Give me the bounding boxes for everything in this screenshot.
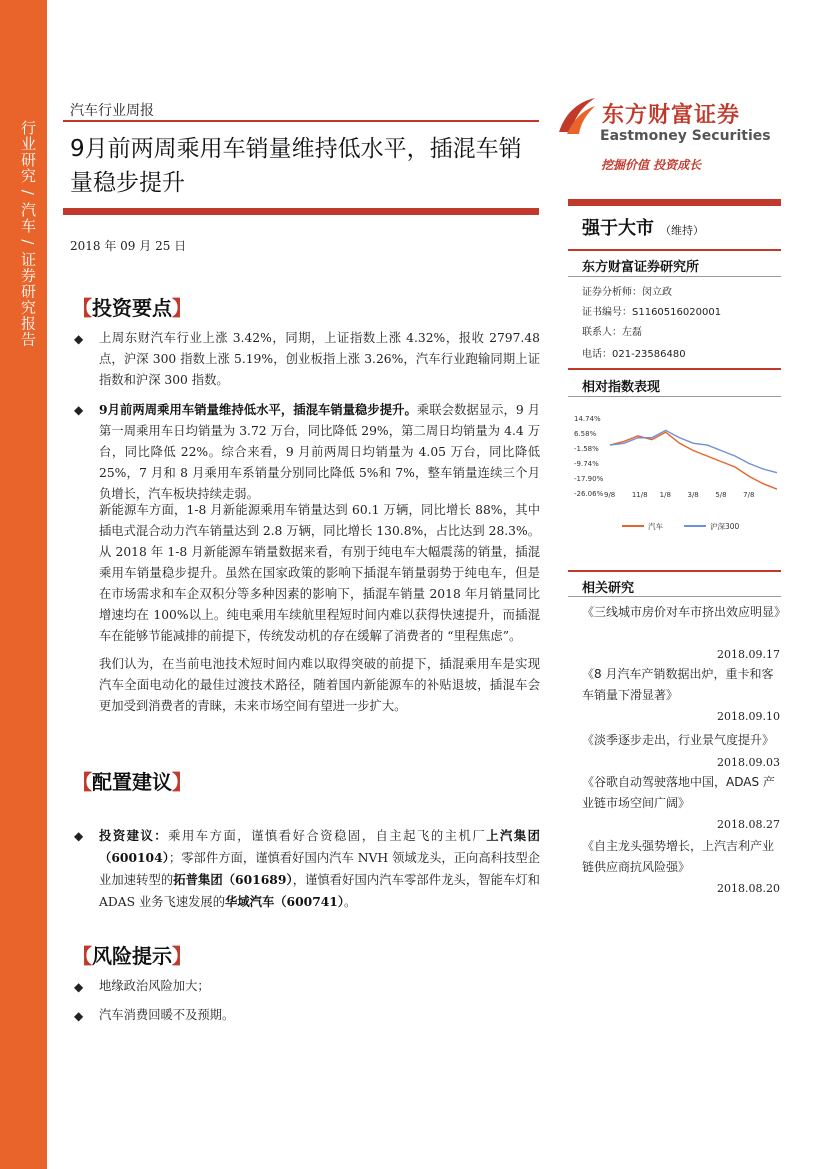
cert-number: 证书编号：S1160516020001	[582, 307, 722, 318]
heading-text: 风险提示	[92, 944, 172, 968]
bracket-close: 】	[172, 296, 192, 320]
divider	[568, 570, 781, 572]
series-line-汽车	[610, 432, 777, 489]
related-item-date: 2018.09.03	[717, 756, 780, 769]
risk-item-2: 汽车消费回暖不及预期。	[99, 1008, 235, 1022]
divider	[568, 276, 781, 277]
sidebar-text: 行业研究 / 汽车 / 证券研究报告	[19, 120, 37, 348]
related-item-title[interactable]: 《淡季逐步走出，行业景气度提升》	[582, 733, 775, 747]
config-lead: 投资建议：	[99, 828, 169, 843]
config-paragraph	[99, 825, 540, 913]
stock-saic: 上汽集团（600104）	[99, 828, 540, 865]
related-item-title[interactable]: 《三线城市房价对车市挤出效应明显》	[582, 605, 787, 619]
analyst: 证券分析师：闵立政	[582, 287, 672, 298]
related-item-title[interactable]: 《8 月汽车产销数据出炉，重卡和客车销量下滑显著》	[582, 667, 774, 702]
bracket-close: 】	[172, 770, 192, 794]
invest-bullet-1: 上周东财汽车行业上涨 3.42%，同期，上证指数上涨 4.32%，报收 2797.48 点，沪深 300 指数上涨 5.19%，创业板指上涨 3.26%，汽车行业跑输同期上证指数和沪深 300 指数。	[99, 331, 540, 387]
risk-item-1: 地缘政治风险加大；	[99, 979, 210, 993]
brand-slogan: 挖掘价值 投资成长	[601, 158, 702, 172]
related-item-date: 2018.09.10	[717, 710, 780, 723]
bracket-open: 【	[72, 944, 92, 968]
related-item-date: 2018.08.27	[717, 818, 780, 831]
rating-value: 强于大市	[582, 218, 654, 239]
y-tick-label: -1.58%	[574, 445, 599, 453]
rating-sub: （维持）	[660, 224, 704, 237]
heading-text: 配置建议	[92, 770, 172, 794]
x-tick-label: 7/8	[743, 491, 755, 499]
diamond-bullet-icon: ◆	[74, 829, 84, 843]
divider	[568, 596, 781, 597]
config-text-2: ；零部件方面，谨慎看好国内汽车 NVH 领域龙头，正向高科技型企业加速转型的	[99, 851, 541, 887]
bracket-open: 【	[72, 296, 92, 320]
phone: 电话：021-23586480	[582, 349, 686, 360]
stock-tuopu: 拓普集团（601689）	[173, 872, 293, 887]
related-heading: 相关研究	[582, 581, 635, 596]
y-tick-label: -17.90%	[574, 475, 604, 483]
config-text-4: 。	[344, 895, 357, 909]
diamond-bullet-icon: ◆	[74, 403, 84, 417]
section-heading-config	[72, 766, 192, 795]
rating	[582, 214, 704, 240]
invest-bullet-2	[99, 399, 540, 505]
sidebar	[0, 0, 47, 1169]
report-type: 汽车行业周报	[70, 103, 154, 119]
y-tick-label: 14.74%	[574, 415, 601, 423]
invest-bullet-2-lead: 9月前两周乘用车销量维持低水平，插混车销量稳步提升。	[99, 402, 417, 417]
related-item-title[interactable]: 《谷歌自动驾驶落地中国，ADAS 产业链市场空间广阔》	[582, 775, 775, 810]
legend-label: 汽车	[648, 522, 663, 531]
header-rule	[63, 120, 539, 122]
bracket-close: 】	[172, 944, 192, 968]
right-title-bar	[568, 199, 781, 206]
related-item-title[interactable]: 《自主龙头强势增长，上汽吉利产业链供应商抗风险强》	[582, 839, 775, 874]
brand-name-cn: 东方财富证券	[602, 103, 741, 128]
perf-heading: 相对指数表现	[582, 380, 661, 395]
section-heading-invest	[72, 292, 192, 321]
invest-para-2: 新能源车方面，1-8 月新能源乘用车销量达到 60.1 万辆，同比增长 88%，其中插电式混合动力汽车销量达到 2.8 万辆，同比增长 130.8%，占比达到 28.3%。从 2018 年 1-8 月新能源车销量数据来看，有别于纯电车大幅震荡的销量，插混乘用车销量稳步提升。虽然在国家政策的影响下插混车销量弱势于纯电车，但是在市场需求和车企双积分等多种因素的影响下，插混车销量 2018 年月销量同比增速均在 100%以上。纯电乘用车续航里程短时间内难以获得快速提升，而插混车在能够节能减排的前提下，传统发动机的存在缓解了消费者的 “里程焦虑”。	[99, 503, 540, 643]
related-item-date: 2018.08.20	[717, 882, 780, 895]
related-item-date: 2018.09.17	[717, 648, 780, 661]
brand-logo-icon	[557, 96, 597, 136]
x-tick-label: 1/8	[659, 491, 671, 499]
diamond-bullet-icon: ◆	[74, 1009, 84, 1023]
x-tick-label: 5/8	[715, 491, 727, 499]
divider	[568, 396, 781, 397]
contact: 联系人：左磊	[582, 327, 642, 338]
legend-label: 沪深300	[710, 522, 740, 531]
stock-huayu: 华域汽车（600741）	[225, 894, 345, 909]
bracket-open: 【	[72, 770, 92, 794]
y-tick-label: -26.06%	[574, 490, 604, 498]
brand-name-en: Eastmoney Securities	[600, 128, 771, 144]
section-heading-risk	[72, 940, 192, 969]
x-tick-label: 3/8	[687, 491, 699, 499]
heading-text: 投资要点	[92, 296, 172, 320]
divider	[568, 249, 781, 251]
institute-name: 东方财富证券研究所	[582, 260, 700, 275]
y-tick-label: 6.58%	[574, 430, 597, 438]
page-title: 9月前两周乘用车销量维持低水平，插混车销量稳步提升	[70, 136, 522, 196]
divider	[568, 368, 781, 370]
y-tick-label: -9.74%	[574, 460, 599, 468]
title-bar	[63, 208, 539, 215]
x-tick-label: 11/8	[631, 491, 648, 499]
x-tick-label: 9/8	[604, 491, 616, 499]
relative-performance-chart	[572, 408, 782, 543]
config-text-3: ，谨慎看好国内汽车零部件龙头，智能车灯和 ADAS 业务飞速发展的	[99, 873, 540, 909]
invest-bullet-2-body: 乘联会数据显示，9 月第一周乘用车日均销量为 3.72 万台，同比降低 29%，第二周日均销量为 4.4 万台，同比降低 22%。综合来看，9 月前两周日均销量为 4.05 万台，同比降低 25%，7 月和 8 月乘用车系销量分别同比降低 5%和 7%，整车销量连续三个月负增长，汽车板块持续走弱。	[99, 403, 540, 501]
report-date: 2018 年 09 月 25 日	[70, 239, 187, 253]
diamond-bullet-icon: ◆	[74, 332, 84, 346]
config-text-1: 乘用车方面，谨慎看好合资稳固，自主起飞的主机厂	[168, 829, 487, 843]
invest-para-3: 我们认为，在当前电池技术短时间内难以取得突破的前提下，插混乘用车是实现汽车全面电动化的最佳过渡技术路径，随着国内新能源车的补贴退坡，插混车会更加受到消费者的青睐，未来市场空间有望进一步扩大。	[99, 657, 540, 713]
diamond-bullet-icon: ◆	[74, 980, 84, 994]
